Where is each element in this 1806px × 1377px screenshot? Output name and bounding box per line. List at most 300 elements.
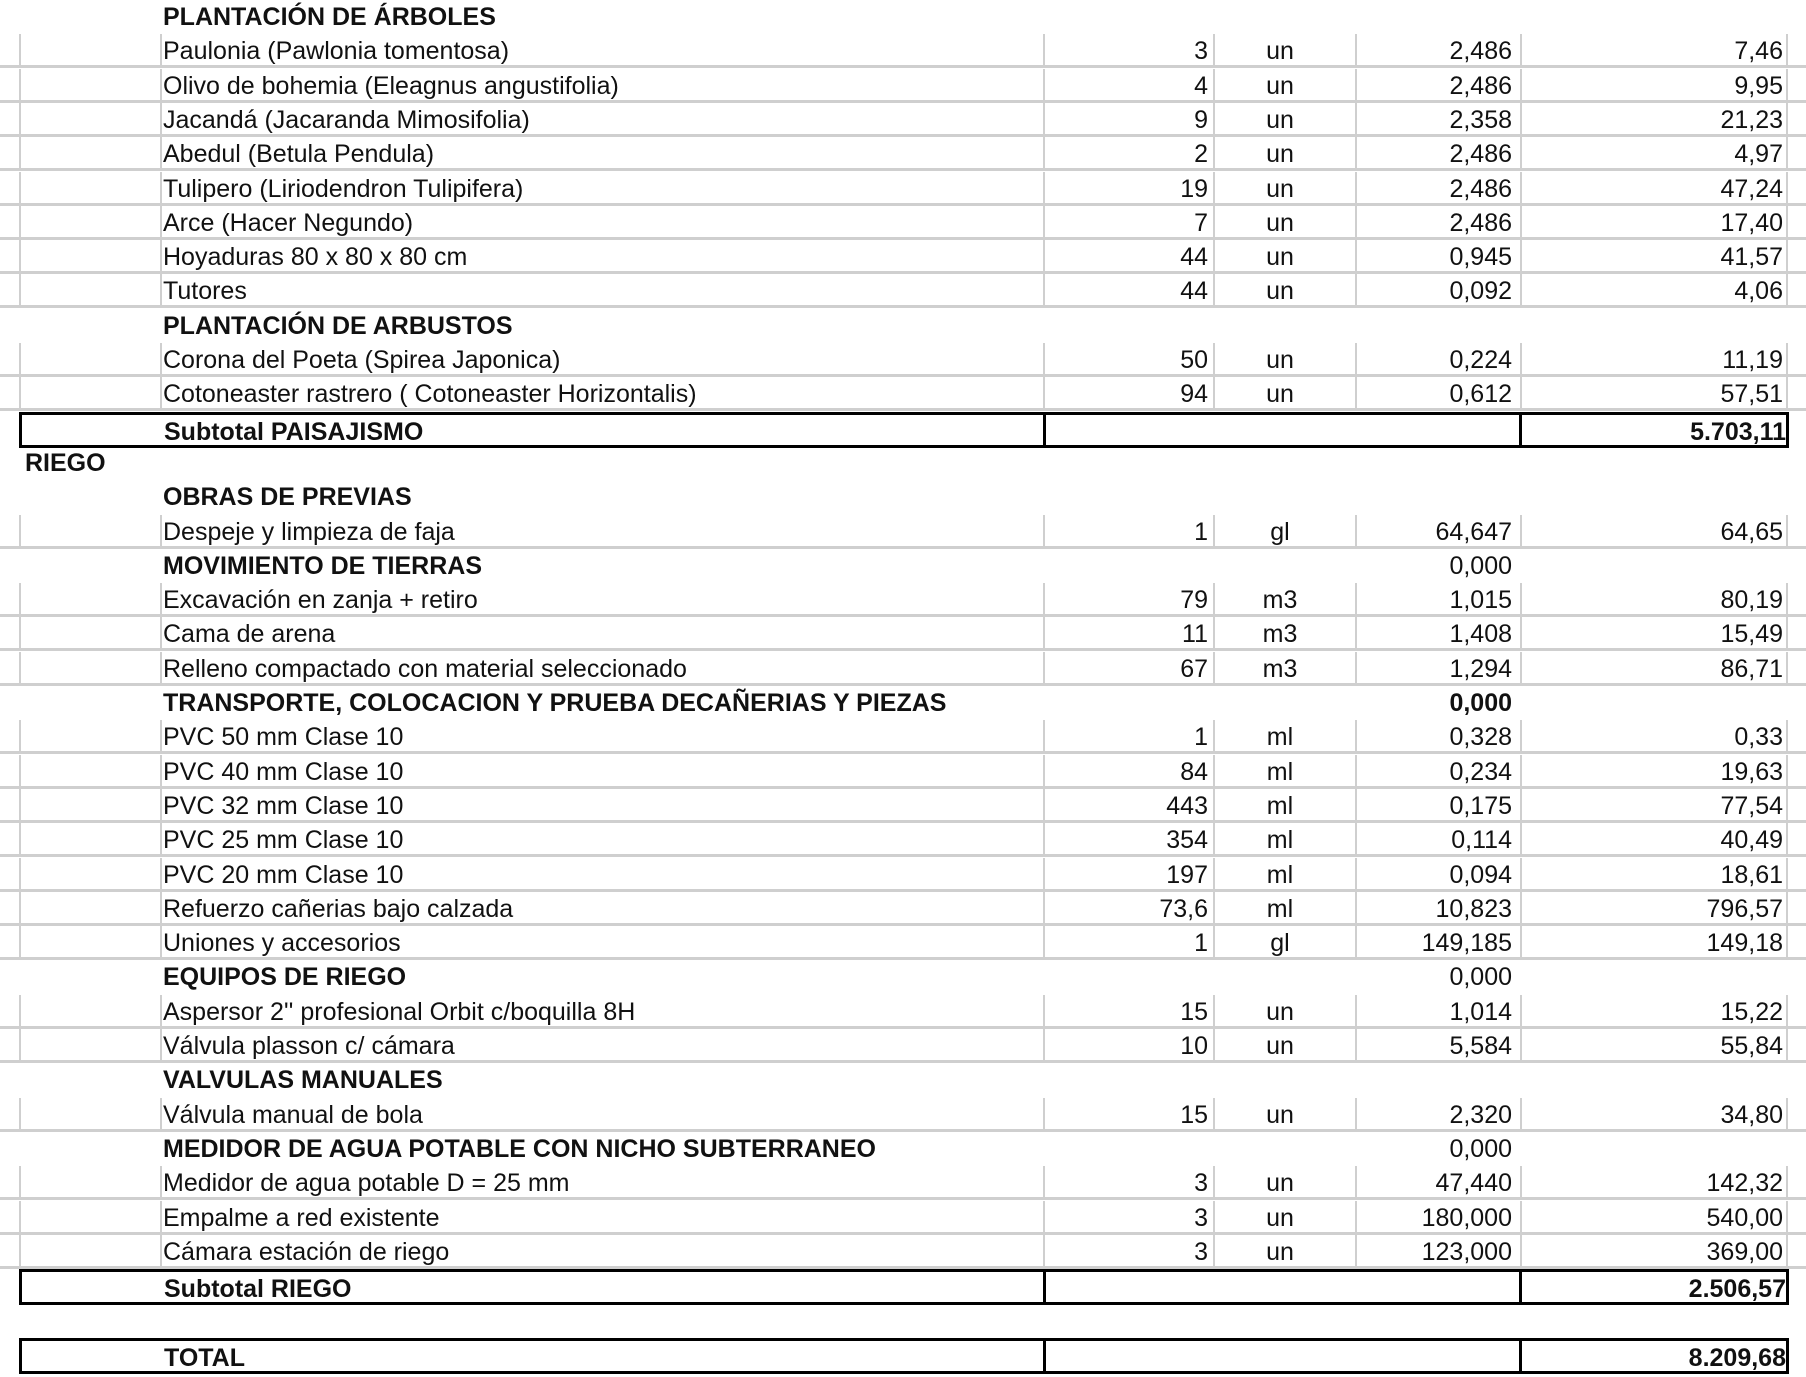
cell-divider bbox=[160, 1201, 162, 1232]
item-unit: un bbox=[1266, 1203, 1294, 1232]
cell-divider bbox=[1213, 995, 1215, 1026]
item-description: Corona del Poeta (Spirea Japonica) bbox=[163, 346, 561, 374]
cell-divider bbox=[1786, 995, 1788, 1026]
item-amount: 21,23 bbox=[1720, 105, 1783, 134]
item-amount: 80,19 bbox=[1720, 586, 1783, 615]
cell-divider bbox=[1786, 103, 1788, 134]
item-unit-price: 47,440 bbox=[1435, 1169, 1512, 1198]
cell-divider bbox=[1520, 823, 1522, 854]
group-heading: VALVULAS MANUALES bbox=[163, 1066, 443, 1095]
subtotal-paisajismo-amount: 5.703,11 bbox=[1690, 417, 1786, 446]
item-unit-price: 2,486 bbox=[1449, 140, 1512, 169]
item-unit-price: 10,823 bbox=[1435, 894, 1512, 923]
cell-divider bbox=[160, 1029, 162, 1060]
group-heading: EQUIPOS DE RIEGO bbox=[163, 963, 407, 992]
item-quantity: 3 bbox=[1194, 1203, 1208, 1232]
cell-divider bbox=[1213, 377, 1215, 408]
item-unit: ml bbox=[1266, 826, 1294, 855]
item-description: Abedul (Betula Pendula) bbox=[163, 140, 435, 169]
cell-divider bbox=[19, 926, 21, 957]
cell-divider bbox=[1786, 274, 1788, 305]
item-unit: m3 bbox=[1262, 620, 1298, 649]
item-description: Tulipero (Liriodendron Tulipifera) bbox=[163, 174, 524, 203]
item-amount: 34,80 bbox=[1720, 1100, 1783, 1129]
item-unit-price: 0,175 bbox=[1449, 791, 1512, 820]
item-quantity: 3 bbox=[1194, 1237, 1208, 1266]
item-unit-price: 64,647 bbox=[1435, 517, 1512, 546]
item-amount: 796,57 bbox=[1706, 894, 1783, 923]
cell-divider bbox=[1786, 1098, 1788, 1129]
item-amount: 55,84 bbox=[1720, 1032, 1783, 1060]
item-unit: m3 bbox=[1262, 654, 1298, 683]
cell-divider bbox=[1520, 1235, 1522, 1266]
item-amount: 9,95 bbox=[1734, 71, 1783, 100]
item-unit-price: 0,234 bbox=[1449, 757, 1512, 786]
item-unit: ml bbox=[1266, 860, 1294, 889]
line-item-row bbox=[0, 172, 1806, 206]
line-item-row bbox=[0, 274, 1806, 308]
subtotal-riego-amount: 2.506,57 bbox=[1688, 1275, 1786, 1304]
line-item-row bbox=[0, 617, 1806, 651]
cell-divider bbox=[1520, 343, 1522, 374]
cell-divider bbox=[160, 617, 162, 648]
item-description: Cámara estación de riego bbox=[163, 1237, 450, 1266]
item-unit: gl bbox=[1270, 929, 1290, 958]
line-item-row bbox=[0, 1201, 1806, 1235]
cell-divider bbox=[1786, 1235, 1788, 1266]
cell-divider bbox=[1520, 1201, 1522, 1232]
section-label-riego: RIEGO bbox=[25, 448, 106, 477]
cell-divider bbox=[1520, 995, 1522, 1026]
cell-divider bbox=[160, 652, 162, 683]
cell-divider bbox=[1213, 34, 1215, 65]
cell-divider bbox=[1520, 103, 1522, 134]
item-unit: m3 bbox=[1262, 586, 1298, 615]
subtotal-divider bbox=[1043, 1341, 1046, 1371]
line-item-row bbox=[0, 823, 1806, 857]
item-unit: un bbox=[1266, 174, 1294, 203]
line-item-row bbox=[0, 583, 1806, 617]
cell-divider bbox=[1213, 206, 1215, 237]
cell-divider bbox=[160, 892, 162, 923]
item-unit: un bbox=[1266, 208, 1294, 237]
cell-divider bbox=[1786, 1166, 1788, 1197]
cell-divider bbox=[1520, 1098, 1522, 1129]
item-description: Despeje y limpieza de faja bbox=[163, 517, 455, 546]
cell-divider bbox=[1520, 892, 1522, 923]
cell-divider bbox=[19, 1201, 21, 1232]
item-unit: un bbox=[1266, 37, 1294, 66]
cell-divider bbox=[1786, 583, 1788, 614]
item-description: PVC 32 mm Clase 10 bbox=[163, 791, 404, 820]
cell-divider bbox=[1520, 720, 1522, 751]
item-unit-price: 2,320 bbox=[1449, 1100, 1512, 1129]
item-unit: un bbox=[1266, 105, 1294, 134]
item-quantity: 443 bbox=[1166, 791, 1208, 820]
group-heading-row bbox=[0, 686, 1806, 720]
item-quantity: 94 bbox=[1180, 380, 1208, 409]
cell-divider bbox=[160, 69, 162, 100]
subtotal-divider bbox=[1043, 1272, 1046, 1302]
cell-divider bbox=[1786, 720, 1788, 751]
line-item-row bbox=[0, 858, 1806, 892]
cell-divider bbox=[1213, 617, 1215, 648]
cell-divider bbox=[1213, 926, 1215, 957]
line-item-row bbox=[0, 69, 1806, 103]
cell-divider bbox=[160, 137, 162, 168]
cell-divider bbox=[19, 34, 21, 65]
cell-divider bbox=[19, 892, 21, 923]
item-unit: un bbox=[1266, 380, 1294, 409]
total-row bbox=[19, 1338, 1789, 1374]
group-heading: MOVIMIENTO DE TIERRAS bbox=[163, 551, 483, 580]
item-quantity: 4 bbox=[1194, 71, 1208, 100]
item-quantity: 7 bbox=[1194, 208, 1208, 237]
cell-divider bbox=[19, 858, 21, 889]
item-description: Aspersor 2'' profesional Orbit c/boquilla 8H bbox=[163, 997, 636, 1026]
cell-divider bbox=[1520, 617, 1522, 648]
item-unit-price: 1,015 bbox=[1449, 586, 1512, 615]
cell-divider bbox=[19, 137, 21, 168]
line-item-row bbox=[0, 892, 1806, 926]
cell-divider bbox=[160, 755, 162, 786]
cell-divider bbox=[1213, 720, 1215, 751]
item-unit-price: 0,094 bbox=[1449, 860, 1512, 889]
cell-divider bbox=[19, 206, 21, 237]
cell-divider bbox=[1786, 823, 1788, 854]
item-quantity: 15 bbox=[1180, 997, 1208, 1026]
cell-divider bbox=[1213, 274, 1215, 305]
item-quantity: 19 bbox=[1180, 174, 1208, 203]
cell-divider bbox=[1786, 789, 1788, 820]
item-unit: ml bbox=[1266, 894, 1294, 923]
cell-divider bbox=[1520, 377, 1522, 408]
item-amount: 41,57 bbox=[1720, 243, 1783, 272]
cell-divider bbox=[1520, 789, 1522, 820]
item-unit-price: 2,486 bbox=[1449, 208, 1512, 237]
group-heading-row bbox=[0, 480, 1806, 514]
item-amount: 11,19 bbox=[1722, 346, 1783, 374]
cell-divider bbox=[1786, 172, 1788, 203]
line-item-row bbox=[0, 1098, 1806, 1132]
line-item-row bbox=[0, 652, 1806, 686]
item-description: Olivo de bohemia (Eleagnus angustifolia) bbox=[163, 71, 619, 100]
line-item-row bbox=[0, 240, 1806, 274]
item-amount: 7,46 bbox=[1734, 37, 1783, 66]
item-description: PVC 50 mm Clase 10 bbox=[163, 723, 404, 752]
cell-divider bbox=[19, 1235, 21, 1266]
item-unit: un bbox=[1266, 71, 1294, 100]
line-item-row bbox=[0, 789, 1806, 823]
cell-divider bbox=[19, 720, 21, 751]
item-unit: un bbox=[1266, 1237, 1294, 1266]
cell-divider bbox=[1520, 515, 1522, 546]
item-description: Refuerzo cañerias bajo calzada bbox=[163, 894, 514, 923]
item-description: Tutores bbox=[163, 277, 247, 306]
item-unit: un bbox=[1266, 1169, 1294, 1198]
item-amount: 86,71 bbox=[1720, 654, 1783, 683]
item-quantity: 10 bbox=[1180, 1032, 1208, 1060]
total-row-amount: 8.209,68 bbox=[1688, 1343, 1786, 1372]
cell-divider bbox=[1786, 515, 1788, 546]
item-amount: 64,65 bbox=[1720, 517, 1783, 546]
cell-divider bbox=[1520, 137, 1522, 168]
item-quantity: 73,6 bbox=[1159, 894, 1208, 923]
item-unit: un bbox=[1266, 277, 1294, 306]
item-description: Arce (Hacer Negundo) bbox=[163, 208, 414, 237]
group-heading-price: 0,000 bbox=[1449, 963, 1512, 992]
item-amount: 540,00 bbox=[1706, 1203, 1783, 1232]
group-heading: MEDIDOR DE AGUA POTABLE CON NICHO SUBTERRANEO bbox=[163, 1134, 876, 1163]
item-amount: 17,40 bbox=[1720, 208, 1783, 237]
item-unit-price: 149,185 bbox=[1421, 929, 1512, 958]
cell-divider bbox=[1520, 1029, 1522, 1060]
item-amount: 15,22 bbox=[1720, 997, 1783, 1026]
group-heading-price: 0,000 bbox=[1449, 551, 1512, 580]
item-quantity: 1 bbox=[1194, 517, 1208, 546]
cell-divider bbox=[1520, 274, 1522, 305]
cell-divider bbox=[1213, 789, 1215, 820]
cell-divider bbox=[160, 995, 162, 1026]
group-heading-row bbox=[0, 1132, 1806, 1166]
cell-divider bbox=[19, 103, 21, 134]
item-quantity: 197 bbox=[1166, 860, 1208, 889]
item-unit: gl bbox=[1270, 517, 1290, 546]
cell-divider bbox=[19, 1098, 21, 1129]
item-quantity: 44 bbox=[1180, 277, 1208, 306]
group-heading-row bbox=[0, 309, 1806, 343]
cell-divider bbox=[160, 1166, 162, 1197]
cell-divider bbox=[19, 240, 21, 271]
cell-divider bbox=[19, 515, 21, 546]
cell-divider bbox=[1786, 926, 1788, 957]
cell-divider bbox=[160, 720, 162, 751]
cell-divider bbox=[1213, 172, 1215, 203]
cell-divider bbox=[1213, 1235, 1215, 1266]
cell-divider bbox=[160, 240, 162, 271]
item-quantity: 2 bbox=[1194, 140, 1208, 169]
cell-divider bbox=[1520, 652, 1522, 683]
item-unit-price: 2,486 bbox=[1449, 37, 1512, 66]
cell-divider bbox=[19, 995, 21, 1026]
cell-divider bbox=[19, 1166, 21, 1197]
cell-divider bbox=[160, 1098, 162, 1129]
item-unit: un bbox=[1266, 346, 1294, 374]
item-unit-price: 2,486 bbox=[1449, 71, 1512, 100]
line-item-row bbox=[0, 720, 1806, 754]
item-quantity: 79 bbox=[1180, 586, 1208, 615]
subtotal-riego-label: Subtotal RIEGO bbox=[164, 1275, 352, 1304]
cell-divider bbox=[1786, 1201, 1788, 1232]
cell-divider bbox=[1213, 137, 1215, 168]
item-quantity: 354 bbox=[1166, 826, 1208, 855]
item-amount: 142,32 bbox=[1706, 1169, 1783, 1198]
cell-divider bbox=[1520, 858, 1522, 889]
item-quantity: 44 bbox=[1180, 243, 1208, 272]
item-unit-price: 1,014 bbox=[1449, 997, 1512, 1026]
item-amount: 57,51 bbox=[1720, 380, 1783, 409]
cell-divider bbox=[19, 274, 21, 305]
line-item-row bbox=[0, 343, 1806, 377]
cell-divider bbox=[160, 343, 162, 374]
line-item-row bbox=[0, 515, 1806, 549]
cell-divider bbox=[1786, 377, 1788, 408]
item-unit-price: 5,584 bbox=[1449, 1032, 1512, 1060]
item-unit: ml bbox=[1266, 757, 1294, 786]
cell-divider bbox=[1520, 1166, 1522, 1197]
item-description: PVC 25 mm Clase 10 bbox=[163, 826, 404, 855]
item-unit-price: 0,092 bbox=[1449, 277, 1512, 306]
cell-divider bbox=[1786, 617, 1788, 648]
cell-divider bbox=[160, 34, 162, 65]
item-unit-price: 0,612 bbox=[1449, 380, 1512, 409]
cell-divider bbox=[1786, 34, 1788, 65]
section-label-row bbox=[0, 446, 1806, 480]
cell-divider bbox=[160, 274, 162, 305]
line-item-row bbox=[0, 755, 1806, 789]
cell-divider bbox=[1213, 583, 1215, 614]
group-heading-row bbox=[0, 0, 1806, 34]
cell-divider bbox=[19, 377, 21, 408]
cell-divider bbox=[19, 617, 21, 648]
group-heading: OBRAS DE PREVIAS bbox=[163, 483, 412, 512]
item-unit: un bbox=[1266, 997, 1294, 1026]
cell-divider bbox=[19, 1029, 21, 1060]
item-description: Relleno compactado con material seleccionado bbox=[163, 654, 687, 683]
cell-divider bbox=[1213, 1201, 1215, 1232]
cell-divider bbox=[1786, 892, 1788, 923]
cell-divider bbox=[1213, 240, 1215, 271]
cell-divider bbox=[19, 172, 21, 203]
line-item-row bbox=[0, 377, 1806, 411]
group-heading: TRANSPORTE, COLOCACION Y PRUEBA DECAÑERIAS Y PIEZAS bbox=[163, 689, 947, 717]
cell-divider bbox=[1213, 858, 1215, 889]
cell-divider bbox=[160, 103, 162, 134]
item-quantity: 15 bbox=[1180, 1100, 1208, 1129]
line-item-row bbox=[0, 137, 1806, 171]
cell-divider bbox=[1786, 652, 1788, 683]
cell-divider bbox=[1520, 755, 1522, 786]
cell-divider bbox=[19, 343, 21, 374]
cell-divider bbox=[1213, 1166, 1215, 1197]
cell-divider bbox=[1520, 69, 1522, 100]
cell-divider bbox=[1213, 652, 1215, 683]
item-amount: 149,18 bbox=[1706, 929, 1783, 958]
cell-divider bbox=[160, 377, 162, 408]
cell-divider bbox=[1786, 137, 1788, 168]
item-description: Cama de arena bbox=[163, 620, 336, 649]
item-description: Cotoneaster rastrero ( Cotoneaster Horizontalis) bbox=[163, 380, 697, 409]
item-unit: un bbox=[1266, 140, 1294, 169]
group-heading-price: 0,000 bbox=[1449, 1134, 1512, 1163]
cell-divider bbox=[1213, 343, 1215, 374]
item-amount: 77,54 bbox=[1720, 791, 1783, 820]
line-item-row bbox=[0, 34, 1806, 68]
item-description: PVC 20 mm Clase 10 bbox=[163, 860, 404, 889]
item-unit-price: 2,358 bbox=[1449, 105, 1512, 134]
cell-divider bbox=[1213, 103, 1215, 134]
item-amount: 4,97 bbox=[1734, 140, 1783, 169]
line-item-row bbox=[0, 1029, 1806, 1063]
item-amount: 0,33 bbox=[1734, 723, 1783, 752]
cell-divider bbox=[19, 755, 21, 786]
cell-divider bbox=[160, 926, 162, 957]
item-amount: 15,49 bbox=[1720, 620, 1783, 649]
group-heading-price: 0,000 bbox=[1449, 689, 1512, 717]
item-unit-price: 0,945 bbox=[1449, 243, 1512, 272]
cell-divider bbox=[1786, 69, 1788, 100]
cell-divider bbox=[1213, 515, 1215, 546]
cell-divider bbox=[1520, 172, 1522, 203]
item-amount: 40,49 bbox=[1720, 826, 1783, 855]
subtotal-paisajismo bbox=[19, 412, 1789, 448]
group-heading-row bbox=[0, 1063, 1806, 1097]
item-unit-price: 0,114 bbox=[1451, 826, 1512, 855]
cell-divider bbox=[1520, 34, 1522, 65]
cell-divider bbox=[19, 69, 21, 100]
cell-divider bbox=[160, 206, 162, 237]
cell-divider bbox=[160, 172, 162, 203]
group-heading-row bbox=[0, 549, 1806, 583]
cell-divider bbox=[160, 515, 162, 546]
item-unit: un bbox=[1266, 1032, 1294, 1060]
item-unit-price: 180,000 bbox=[1421, 1203, 1512, 1232]
cell-divider bbox=[160, 789, 162, 820]
item-amount: 369,00 bbox=[1706, 1237, 1783, 1266]
item-description: Medidor de agua potable D = 25 mm bbox=[163, 1169, 570, 1198]
cell-divider bbox=[160, 583, 162, 614]
cell-divider bbox=[160, 858, 162, 889]
subtotal-paisajismo-label: Subtotal PAISAJISMO bbox=[164, 417, 424, 446]
cell-divider bbox=[160, 1235, 162, 1266]
cell-divider bbox=[1786, 858, 1788, 889]
cell-divider bbox=[19, 789, 21, 820]
cell-divider bbox=[1213, 823, 1215, 854]
item-quantity: 3 bbox=[1194, 1169, 1208, 1198]
item-unit-price: 0,224 bbox=[1449, 346, 1512, 374]
line-item-row bbox=[0, 995, 1806, 1029]
item-description: Válvula manual de bola bbox=[163, 1100, 423, 1129]
cell-divider bbox=[1520, 926, 1522, 957]
cell-divider bbox=[1213, 1098, 1215, 1129]
cell-divider bbox=[1213, 755, 1215, 786]
cell-divider bbox=[1213, 1029, 1215, 1060]
cell-divider bbox=[1786, 343, 1788, 374]
cell-divider bbox=[19, 823, 21, 854]
cell-divider bbox=[1786, 206, 1788, 237]
item-quantity: 67 bbox=[1180, 654, 1208, 683]
line-item-row bbox=[0, 926, 1806, 960]
cell-divider bbox=[160, 823, 162, 854]
cell-divider bbox=[1786, 755, 1788, 786]
subtotal-divider bbox=[1043, 415, 1046, 445]
group-heading-row bbox=[0, 960, 1806, 994]
item-description: Excavación en zanja + retiro bbox=[163, 586, 478, 615]
item-unit-price: 2,486 bbox=[1449, 174, 1512, 203]
item-unit: ml bbox=[1266, 723, 1294, 752]
item-unit: ml bbox=[1266, 791, 1294, 820]
item-quantity: 11 bbox=[1182, 620, 1208, 649]
item-unit-price: 1,294 bbox=[1449, 654, 1512, 683]
subtotal-riego bbox=[19, 1269, 1789, 1305]
cell-divider bbox=[1786, 240, 1788, 271]
item-description: Hoyaduras 80 x 80 x 80 cm bbox=[163, 243, 468, 272]
item-unit: un bbox=[1266, 1100, 1294, 1129]
item-description: Válvula plasson c/ cámara bbox=[163, 1032, 455, 1060]
group-heading: PLANTACIÓN DE ARBUSTOS bbox=[163, 311, 513, 340]
item-description: PVC 40 mm Clase 10 bbox=[163, 757, 404, 786]
cell-divider bbox=[1520, 206, 1522, 237]
